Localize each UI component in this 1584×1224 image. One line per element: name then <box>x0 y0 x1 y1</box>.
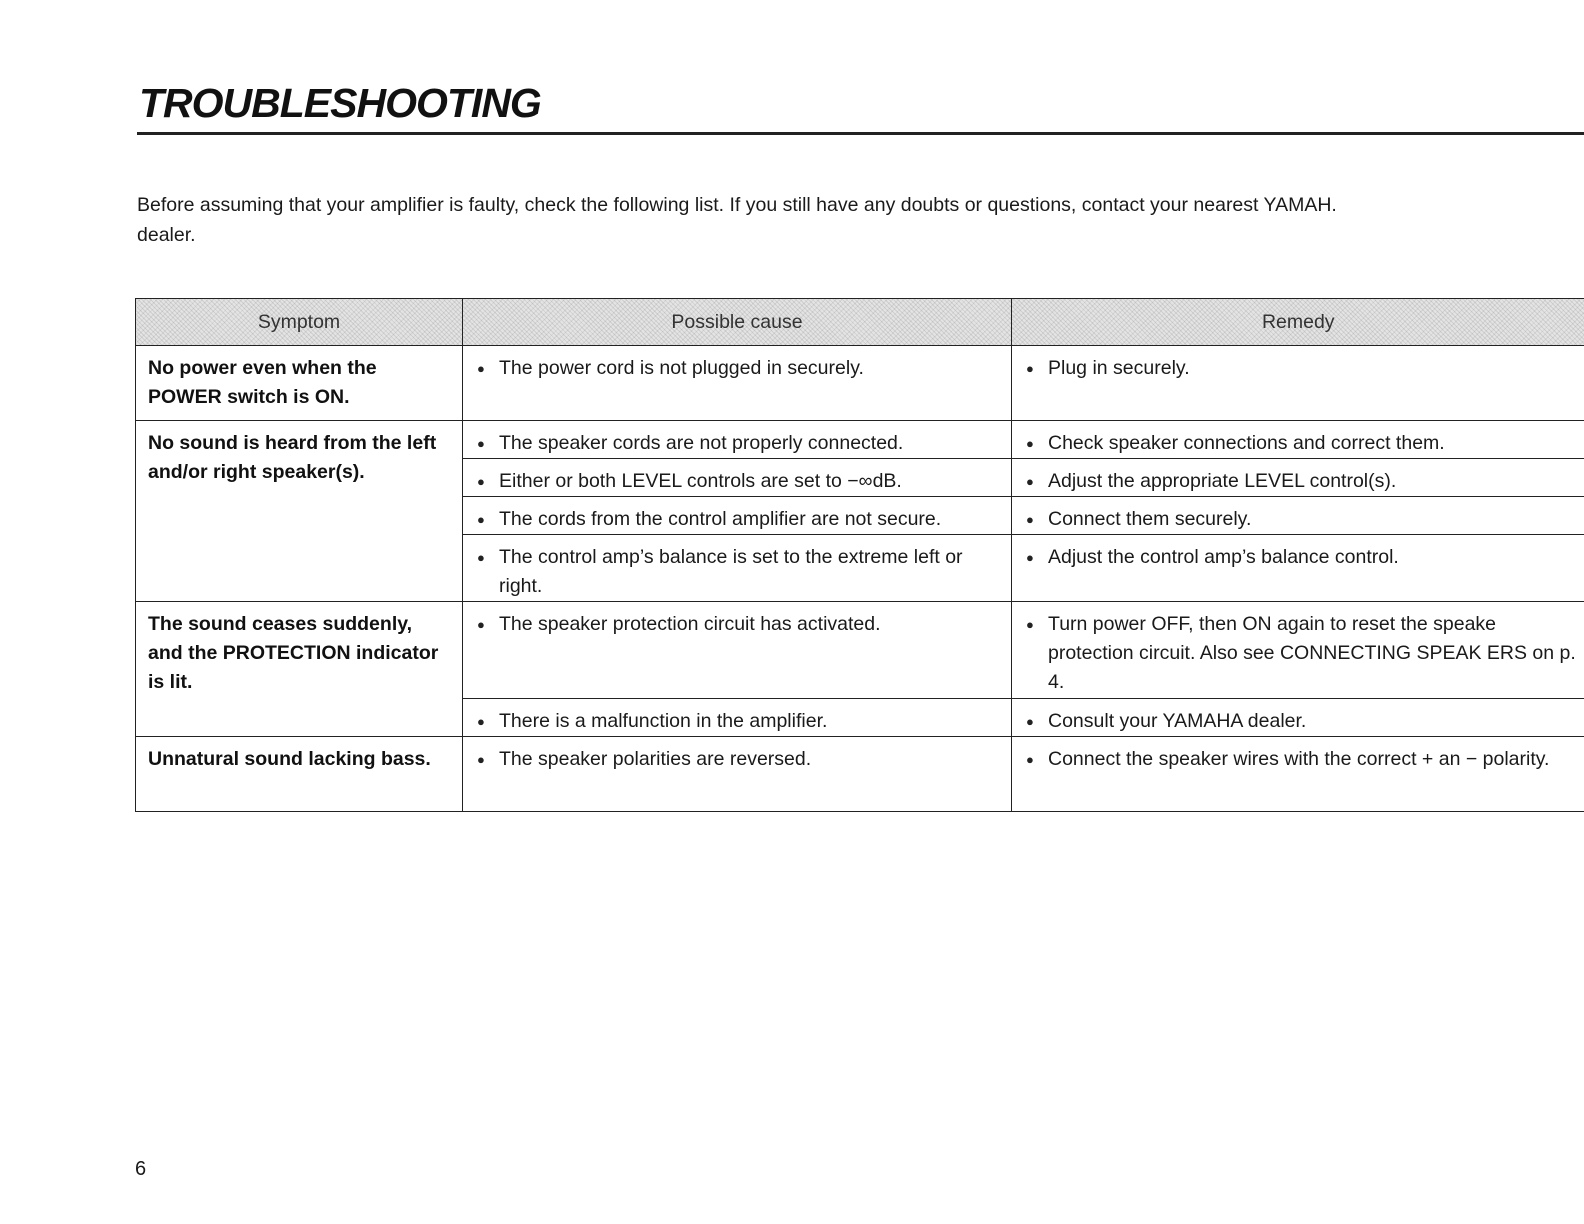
bullet-icon: ● <box>1026 361 1034 376</box>
cause-cell <box>463 421 1012 459</box>
remedy-text: Check speaker connections and correct them. <box>1048 432 1445 454</box>
cause-text: The control amp’s balance is set to the extreme left or right. <box>499 546 963 597</box>
cause-text: There is a malfunction in the amplifier. <box>499 710 828 732</box>
bullet-icon: ● <box>477 512 485 527</box>
cause-cell <box>463 535 1012 602</box>
title-rule <box>137 132 1584 135</box>
bullet-icon: ● <box>477 474 485 489</box>
intro-line-2: dealer. <box>137 224 196 246</box>
header-symptom: Symptom <box>136 299 463 346</box>
header-remedy: Remedy <box>1012 299 1584 346</box>
bullet-icon: ● <box>477 550 485 565</box>
remedy-text: Plug in securely. <box>1048 357 1190 379</box>
symptom-cell: The sound ceases suddenly, and the PROTECTION indicator is lit. <box>136 602 463 737</box>
cause-text: The speaker protection circuit has activated. <box>499 613 881 635</box>
cause-text: Either or both LEVEL controls are set to −∞dB. <box>499 470 902 492</box>
bullet-icon: ● <box>1026 617 1034 632</box>
remedy-text: Adjust the appropriate LEVEL control(s). <box>1048 470 1397 492</box>
remedy-cell <box>1012 737 1584 812</box>
cause-cell <box>463 602 1012 699</box>
remedy-cell <box>1012 346 1584 421</box>
bullet-icon: ● <box>477 436 485 451</box>
symptom-cell: Unnatural sound lacking bass. <box>136 737 463 812</box>
cause-cell <box>463 459 1012 497</box>
remedy-cell <box>1012 699 1584 737</box>
bullet-icon: ● <box>1026 474 1034 489</box>
cause-text: The power cord is not plugged in securely. <box>499 357 864 379</box>
remedy-cell <box>1012 459 1584 497</box>
bullet-icon: ● <box>1026 436 1034 451</box>
page-number: 6 <box>135 1158 147 1180</box>
table-row <box>136 737 1584 812</box>
table-row <box>136 346 1584 421</box>
symptom-cell: No sound is heard from the left and/or right speaker(s). <box>136 421 463 602</box>
remedy-text: Adjust the control amp’s balance control. <box>1048 546 1399 568</box>
bullet-icon: ● <box>1026 512 1034 527</box>
remedy-text: Consult your YAMAHA dealer. <box>1048 710 1307 732</box>
table-row <box>136 421 1584 459</box>
bullet-icon: ● <box>1026 752 1034 767</box>
symptom-cell: No power even when the POWER switch is ON. <box>136 346 463 421</box>
bullet-icon: ● <box>477 361 485 376</box>
cause-cell <box>463 346 1012 421</box>
remedy-text: Connect the speaker wires with the correct + an − polarity. <box>1048 748 1550 770</box>
cause-text: The cords from the control amplifier are not secure. <box>499 508 942 530</box>
cause-cell <box>463 497 1012 535</box>
bullet-icon: ● <box>477 714 485 729</box>
cause-cell <box>463 699 1012 737</box>
remedy-cell <box>1012 602 1584 699</box>
bullet-icon: ● <box>1026 550 1034 565</box>
page-title: TROUBLESHOOTING <box>139 80 541 126</box>
bullet-icon: ● <box>1026 714 1034 729</box>
cause-text: The speaker polarities are reversed. <box>499 748 812 770</box>
troubleshooting-table <box>135 298 1584 812</box>
remedy-cell <box>1012 497 1584 535</box>
remedy-text: Turn power OFF, then ON again to reset the speake protection circuit. Also see CONNECTING SPEAK ERS on p. 4. <box>1048 613 1576 693</box>
bullet-icon: ● <box>477 617 485 632</box>
intro-paragraph <box>137 190 1577 250</box>
table-header-row <box>136 299 1584 346</box>
header-possible-cause: Possible cause <box>463 299 1012 346</box>
cause-text: The speaker cords are not properly connected. <box>499 432 904 454</box>
remedy-cell <box>1012 421 1584 459</box>
cause-cell <box>463 737 1012 812</box>
intro-line-1: Before assuming that your amplifier is faulty, check the following list. If you still have any doubts or questions, contact your nearest YAMAH. <box>137 194 1337 216</box>
bullet-icon: ● <box>477 752 485 767</box>
remedy-cell <box>1012 535 1584 602</box>
table-row <box>136 602 1584 699</box>
remedy-text: Connect them securely. <box>1048 508 1252 530</box>
